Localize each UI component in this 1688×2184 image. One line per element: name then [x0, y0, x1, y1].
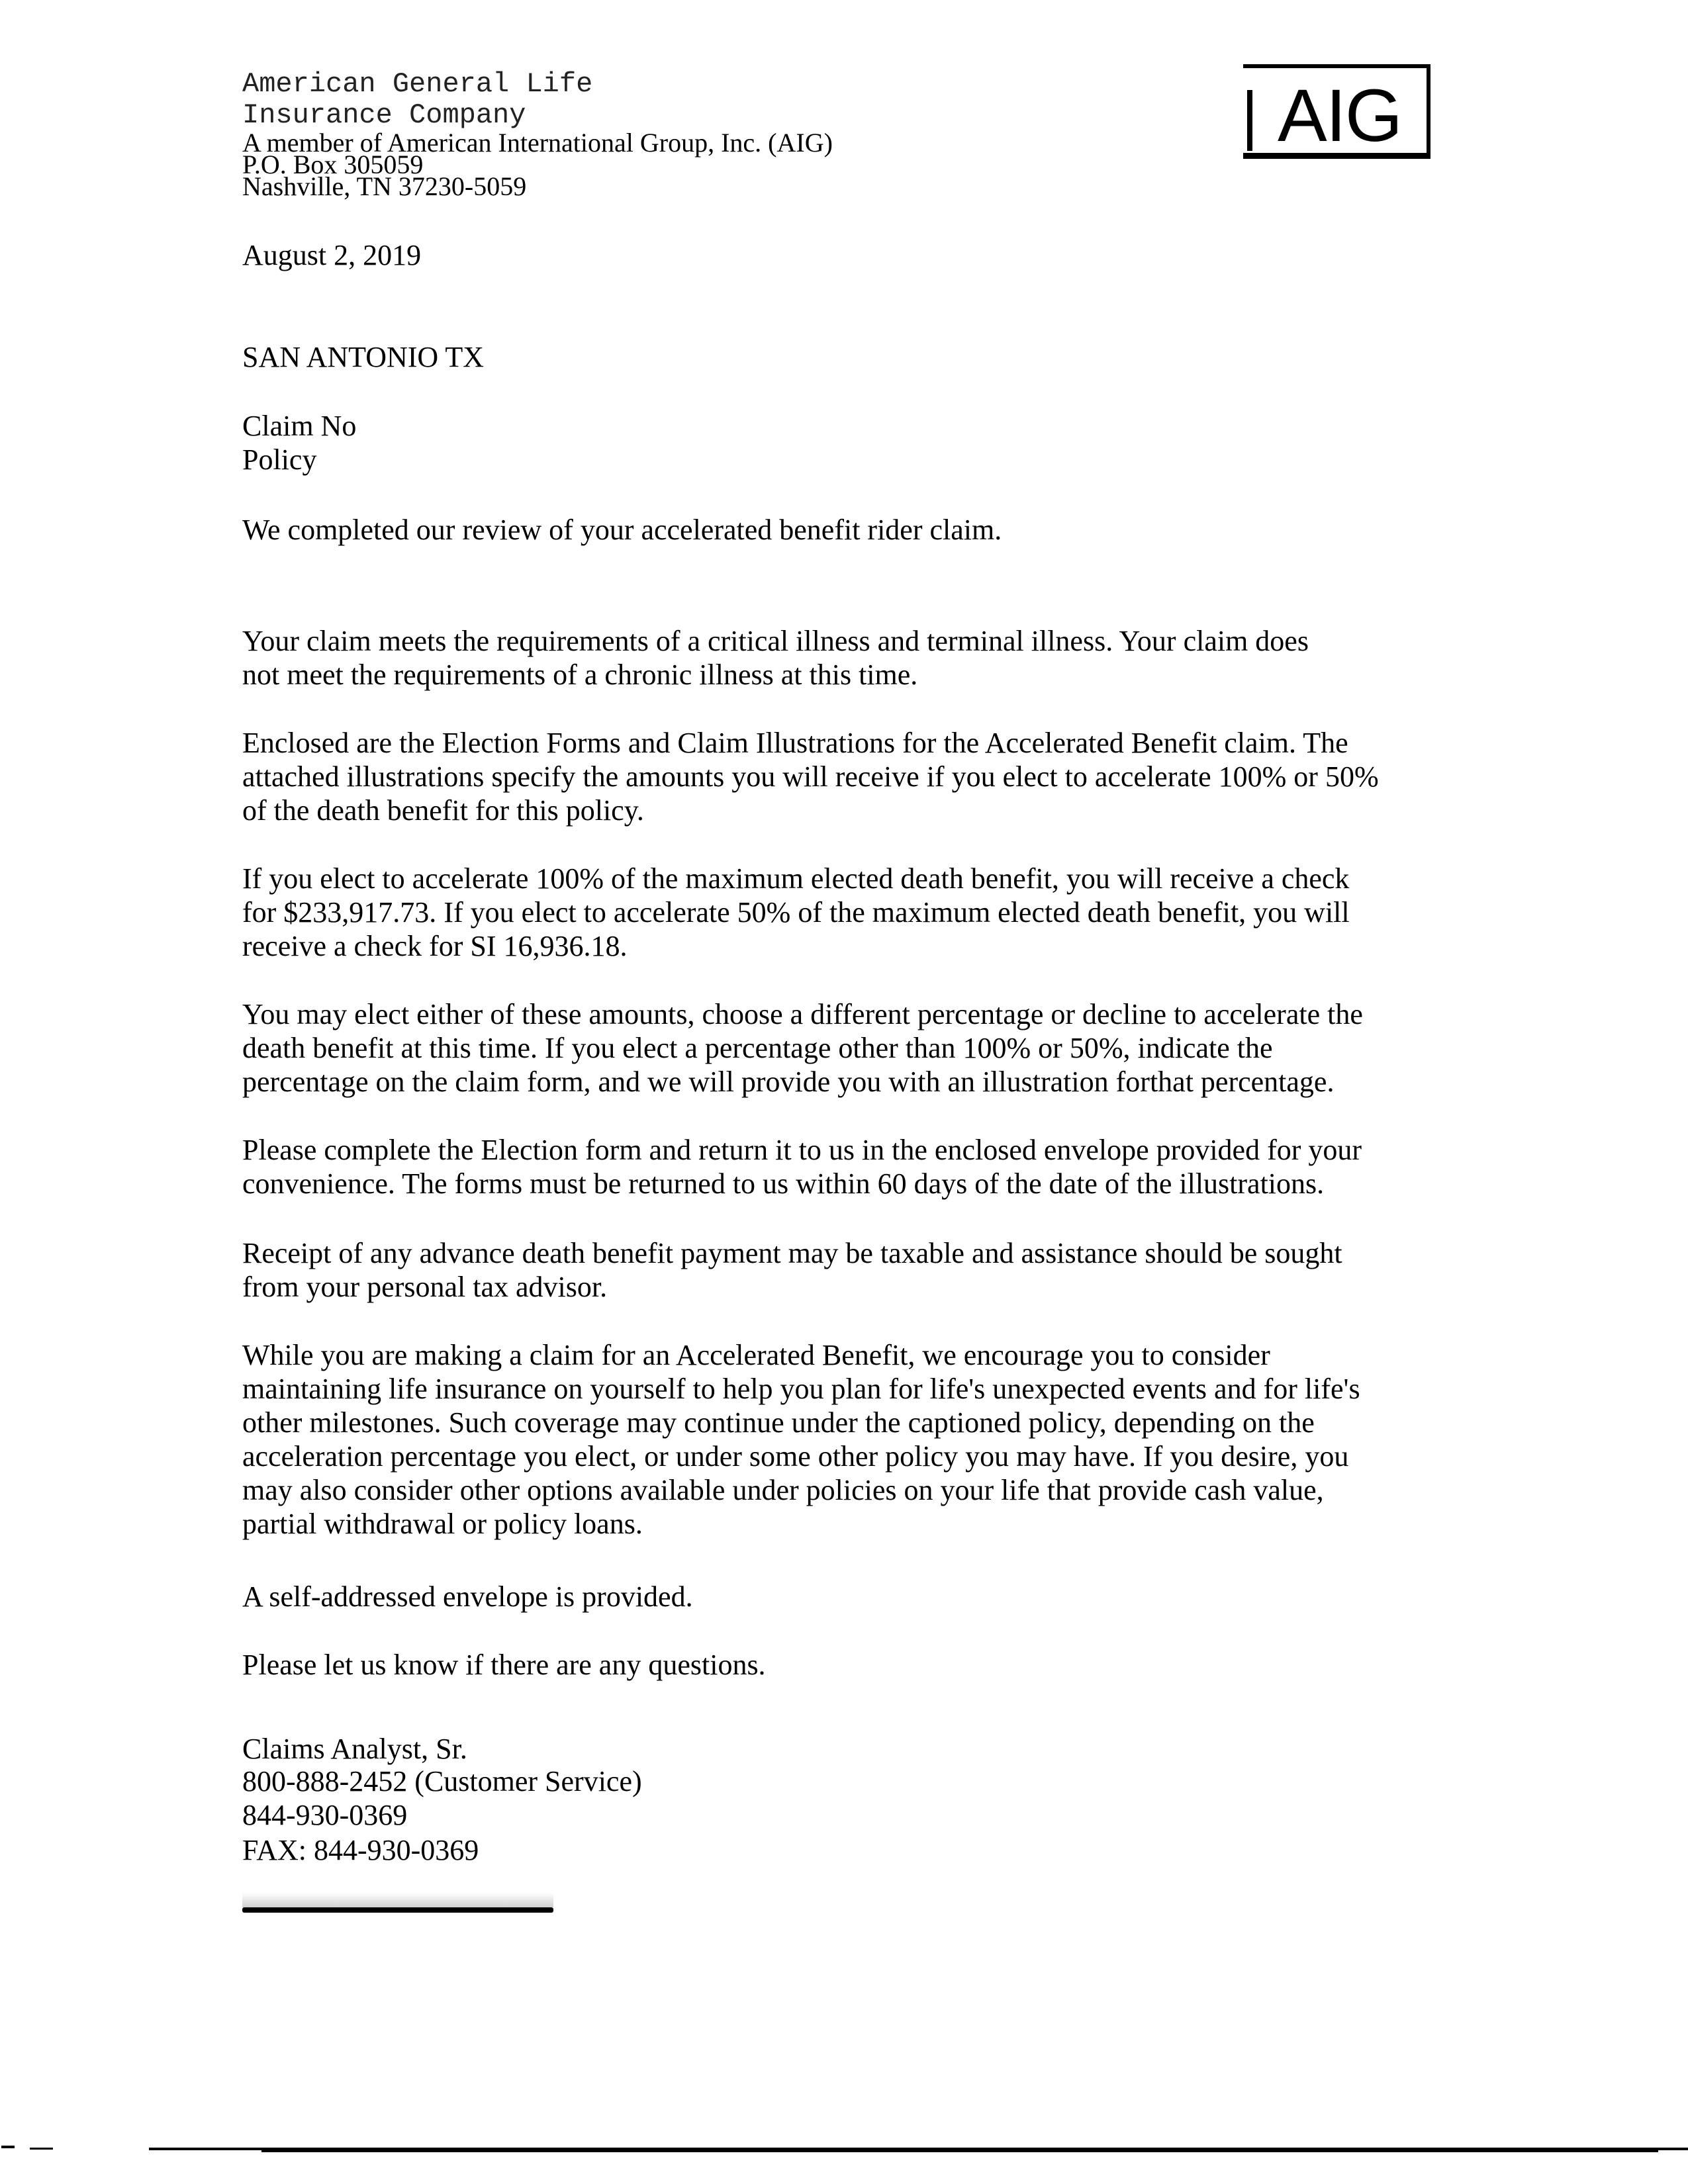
logo-text: AIG — [1278, 74, 1401, 157]
rule-segment — [261, 2150, 1612, 2152]
paragraph-line: from your personal tax advisor. — [242, 1271, 608, 1303]
company-name-line1: American General Life — [242, 68, 593, 100]
paragraph-return-instructions — [242, 1133, 1447, 1201]
paragraph-line: percentage on the claim form, and we will provide you with an illustration forthat percentage. — [242, 1066, 1335, 1098]
paragraph-line: death benefit at this time. If you elect a percentage other than 100% or 50%, indicate the — [242, 1032, 1273, 1064]
claim-number-label: Claim No — [242, 410, 357, 442]
questions-note: Please let us know if there are any questions. — [242, 1649, 766, 1681]
company-name-line2: Insurance Company — [242, 99, 526, 131]
paragraph-coverage-advice — [242, 1338, 1447, 1541]
redaction-blur — [242, 1893, 553, 1907]
paragraph-line: not meet the requirements of a chronic illness at this time. — [242, 659, 918, 691]
city-state-zip: Nashville, TN 37230-5059 — [242, 171, 527, 201]
customer-service-phone: 800-888-2452 (Customer Service) — [242, 1765, 642, 1797]
rule-segment — [30, 2148, 53, 2150]
paragraph-line: other milestones. Such coverage may continue under the captioned policy, depending on the — [242, 1406, 1315, 1439]
paragraph-line: receive a check for SI 16,936.18. — [242, 930, 628, 962]
paragraph-line: Your claim meets the requirements of a critical illness and terminal illness. Your claim does — [242, 625, 1309, 657]
paragraph-line: If you elect to accelerate 100% of the maximum elected death benefit, you will receive a check — [242, 862, 1350, 895]
paragraph-line: attached illustrations specify the amounts you will receive if you elect to accelerate 100% or 50% — [242, 760, 1379, 793]
paragraph-line: While you are making a claim for an Accelerated Benefit, we encourage you to consider — [242, 1339, 1270, 1371]
envelope-note: A self-addressed envelope is provided. — [242, 1580, 693, 1613]
paragraph-line: may also consider other options available under policies on your life that provide cash value, — [242, 1474, 1324, 1506]
policy-label: Policy — [242, 443, 317, 476]
footer-rule — [0, 2146, 1688, 2154]
paragraph-line: convenience. The forms must be returned to us within 60 days of the date of the illustrations. — [242, 1167, 1325, 1200]
paragraph-line: You may elect either of these amounts, choose a different percentage or decline to accelerate the — [242, 998, 1363, 1030]
direct-phone: 844-930-0369 — [242, 1799, 408, 1831]
paragraph-line: acceleration percentage you elect, or under some other policy you may have. If you desire, you — [242, 1440, 1349, 1473]
paragraph-line: Enclosed are the Election Forms and Claim Illustrations for the Accelerated Benefit claim. The — [242, 727, 1348, 759]
intro-sentence: We completed our review of your accelerated benefit rider claim. — [242, 514, 1002, 546]
redaction-line — [242, 1907, 553, 1913]
fax-number: FAX: 844-930-0369 — [242, 1834, 479, 1866]
paragraph-line: for $233,917.73. If you elect to accelerate 50% of the maximum elected death benefit, you will — [242, 896, 1350, 929]
paragraph-claim-status — [242, 624, 1447, 692]
signer-title: Claims Analyst, Sr. — [242, 1733, 467, 1765]
recipient-city-state: SAN ANTONIO TX — [242, 341, 485, 373]
paragraph-line: of the death benefit for this policy. — [242, 794, 644, 827]
letter-date: August 2, 2019 — [242, 239, 422, 271]
paragraph-benefit-amounts — [242, 862, 1447, 963]
logo-bar — [1247, 90, 1252, 151]
rule-segment — [1, 2146, 15, 2148]
rule-segment — [1605, 2150, 1658, 2152]
paragraph-enclosures — [242, 726, 1447, 827]
member-line: A member of American International Group, Inc. (AIG) — [242, 128, 833, 158]
paragraph-line: Please complete the Election form and return it to us in the enclosed envelope provided for your — [242, 1134, 1362, 1166]
paragraph-tax-notice — [242, 1236, 1447, 1304]
po-box: P.O. Box 305059 — [242, 150, 424, 179]
paragraph-election-options — [242, 997, 1447, 1099]
aig-logo — [1243, 64, 1430, 159]
paragraph-line: partial withdrawal or policy loans. — [242, 1508, 643, 1540]
paragraph-line: Receipt of any advance death benefit payment may be taxable and assistance should be sought — [242, 1237, 1342, 1269]
paragraph-line: maintaining life insurance on yourself to help you plan for life's unexpected events and for life's — [242, 1373, 1360, 1405]
redacted-email — [242, 1893, 553, 1915]
